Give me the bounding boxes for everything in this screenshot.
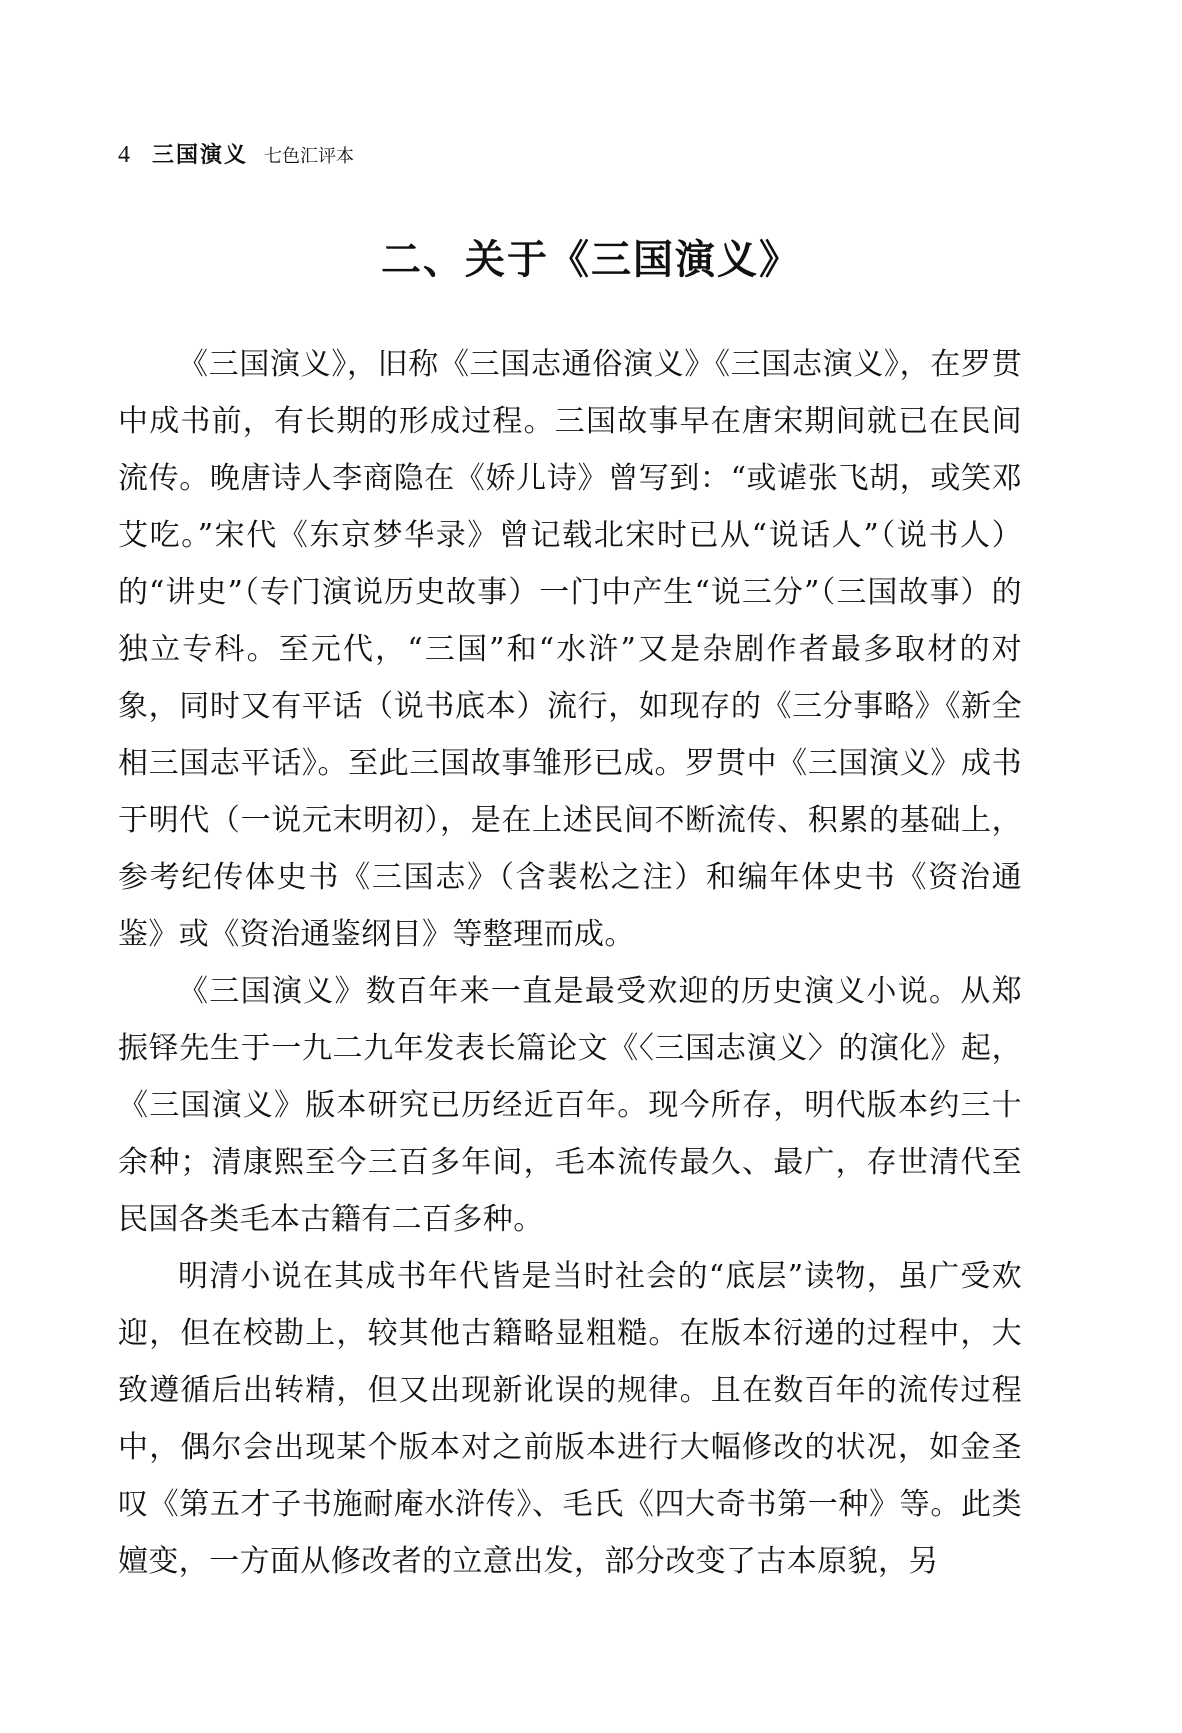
paragraph: 明清小说在其成书年代皆是当时社会的“底层”读物，虽广受欢迎，但在校勘上，较其他古籍略显粗糙。在版本衍递的过程中，大致遵循后出转精，但又出现新讹误的规律。且在数百年的流传过程中，偶尔会出现某个版本对之前版本进行大幅修改的状况，如金圣叹《第五才子书施耐庵水浒传》、毛氏《四大奇书第一种》等。此类嬗变，一方面从修改者的立意出发，部分改变了古本原貌，另 xyxy=(118,1259,1022,1579)
book-title: 三国演义 xyxy=(152,143,249,168)
body-text xyxy=(118,336,1022,1590)
edition-label: 七色汇评本 xyxy=(264,146,355,167)
section-title: 二、关于《三国演义》 xyxy=(381,237,801,283)
paragraph: 《三国演义》，旧称《三国志通俗演义》《三国志演义》，在罗贯中成书前，有长期的形成过程。三国故事早在唐宋期间就已在民间流传。晚唐诗人李商隐在《娇儿诗》曾写到：“或谑张飞胡，或笑邓艾吃。”宋代《东京梦华录》曾记载北宋时已从“说话人”（说书人）的“讲史”（专门演说历史故事）一门中产生“说三分”（三国故事）的独立专科。至元代，“三国”和“水浒”又是杂剧作者最多取材的对象，同时又有平话（说书底本）流行，如现存的《三分事略》《新全相三国志平话》。至此三国故事雏形已成。罗贯中《三国演义》成书于明代（一说元末明初），是在上述民间不断流传、积累的基础上，参考纪传体史书《三国志》（含裴松之注）和编年体史书《资治通鉴》或《资治通鉴纲目》等整理而成。 xyxy=(118,347,1022,952)
page-number: 4 xyxy=(118,142,130,168)
paragraph: 《三国演义》数百年来一直是最受欢迎的历史演义小说。从郑振铎先生于一九二九年发表长篇论文《〈三国志演义〉的演化》起，《三国演义》版本研究已历经近百年。现今所存，明代版本约三十余种；清康熙至今三百多年间，毛本流传最久、最广，存世清代至民国各类毛本古籍有二百多种。 xyxy=(118,974,1022,1237)
running-head xyxy=(118,138,354,169)
